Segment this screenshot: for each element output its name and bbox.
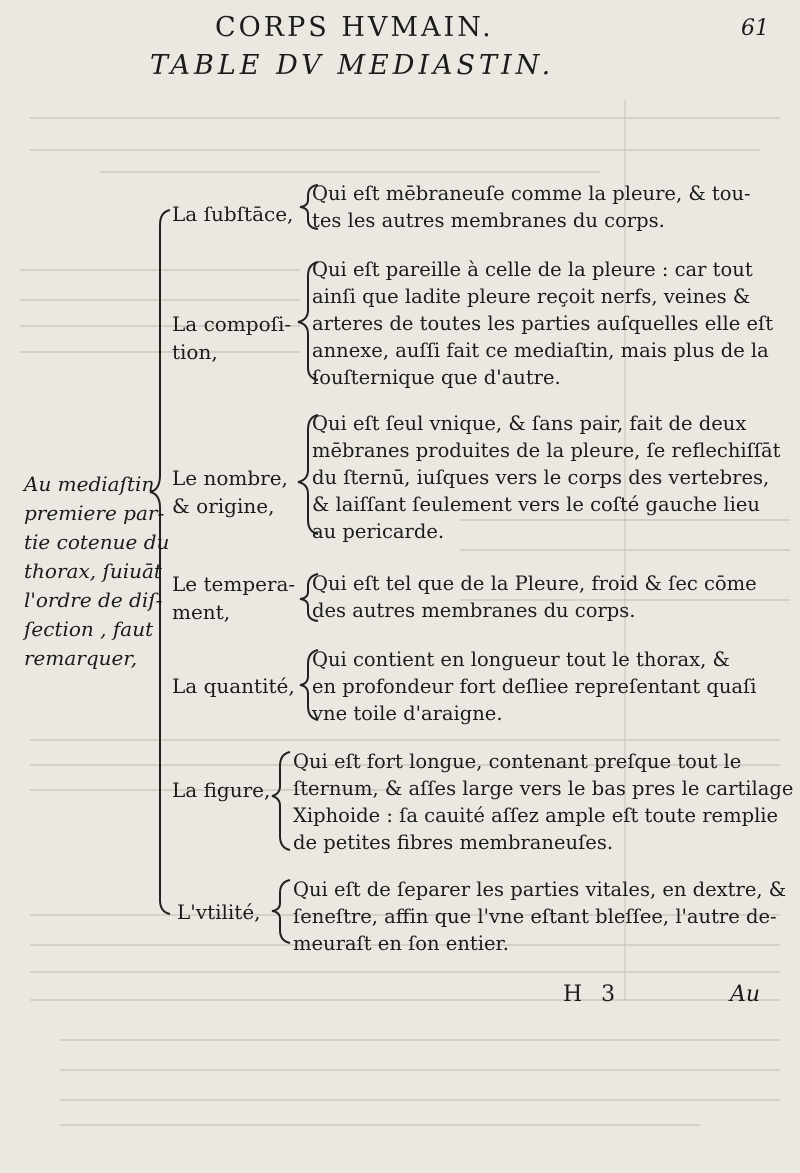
- text-line: des autres membranes du corps.: [312, 599, 636, 622]
- text-line: Xiphoide : ſa cauité aſſez ample eſt toute remplie: [293, 804, 779, 827]
- label-line: La quantité,: [172, 674, 295, 698]
- text-line: Qui eſt de ſeparer les parties vitales, en dextre, &: [293, 878, 787, 901]
- text-line: ſeneſtre, affin que l'vne eſtant bleſſee, l'autre de-: [293, 905, 777, 928]
- text-line: du ſternū, iuſques vers le corps des vertebres,: [312, 466, 770, 489]
- text-temperament: [312, 570, 782, 624]
- label-line: ment,: [172, 600, 231, 624]
- label-line: La compoſi-: [172, 312, 292, 336]
- text-line: Qui eſt pareille à celle de la pleure : car tout: [312, 258, 753, 281]
- label-temperament: [172, 570, 295, 626]
- sidenote-line: Au mediaſtin: [24, 472, 155, 496]
- text-line: Qui eſt mēbraneuſe comme la pleure, & tou-: [312, 182, 751, 205]
- text-line: meuraſt en ſon entier.: [293, 932, 509, 955]
- sidenote-line: l'ordre de diſ-: [24, 588, 163, 612]
- text-line: arteres de toutes les parties auſquelles elle eſt: [312, 312, 774, 335]
- text-number: [312, 410, 782, 545]
- text-line: ſouſternique que d'autre.: [312, 366, 561, 389]
- text-quantity: [312, 646, 782, 727]
- text-line: vne toile d'araigne.: [312, 702, 503, 725]
- label-line: La ſubſtāce,: [172, 202, 294, 226]
- sidenote: [24, 470, 170, 673]
- text-line: au pericarde.: [312, 520, 445, 543]
- sidenote-line: premiere par-: [24, 501, 165, 525]
- text-composition: [312, 256, 782, 391]
- text-line: ſternum, & aſſes large vers le bas pres le cartilage: [293, 777, 794, 800]
- sidenote-line: thorax, ſuiuāt: [24, 559, 162, 583]
- text-line: annexe, auſſi fait ce mediaſtin, mais plus de la: [312, 339, 769, 362]
- running-head: CORPS HVMAIN.: [215, 12, 494, 43]
- sidenote-line: tie cotenue du: [24, 530, 170, 554]
- text-line: Qui eſt ſeul vnique, & ſans pair, fait de deux: [312, 412, 747, 435]
- text-line: ainſi que ladite pleure reçoit nerfs, veines &: [312, 285, 751, 308]
- sidenote-line: ſection , faut: [24, 617, 154, 641]
- brace-utility: [272, 880, 290, 943]
- text-line: & laiſſant ſeulement vers le coſté gauche lieu: [312, 493, 760, 516]
- text-line: Qui contient en longueur tout le thorax, &: [312, 648, 730, 671]
- label-composition: [172, 310, 291, 366]
- label-utility: [177, 898, 261, 926]
- text-line: de petites fibres membraneuſes.: [293, 831, 614, 854]
- sidenote-line: remarquer,: [24, 646, 138, 670]
- text-line: tes les autres membranes du corps.: [312, 209, 665, 232]
- page-number: 61: [741, 16, 769, 41]
- label-line: Le nombre,: [172, 466, 288, 490]
- text-substance: [312, 180, 782, 234]
- text-figure: [293, 748, 794, 856]
- label-line: L'vtilité,: [177, 900, 261, 924]
- brace-figure: [272, 752, 290, 850]
- text-line: en profondeur fort deſliee repreſentant quaſi: [312, 675, 757, 698]
- signature-mark: H 3: [563, 982, 622, 1007]
- catchword: Au: [730, 982, 761, 1007]
- text-utility: [293, 876, 787, 957]
- label-line: La figure,: [172, 778, 271, 802]
- label-line: tion,: [172, 340, 218, 364]
- text-line: mēbranes produites de la pleure, ſe reflechiſſāt: [312, 439, 781, 462]
- text-line: Qui eſt fort longue, contenant preſque tout le: [293, 750, 742, 773]
- table-title: TABLE DV MEDIASTIN.: [150, 50, 555, 81]
- label-line: & origine,: [172, 494, 275, 518]
- text-line: Qui eſt tel que de la Pleure, froid & ſec cōme: [312, 572, 757, 595]
- label-figure: [172, 776, 270, 804]
- label-quantity: [172, 672, 295, 700]
- label-number: [172, 464, 288, 520]
- label-line: Le tempera-: [172, 572, 296, 596]
- label-substance: [172, 200, 293, 228]
